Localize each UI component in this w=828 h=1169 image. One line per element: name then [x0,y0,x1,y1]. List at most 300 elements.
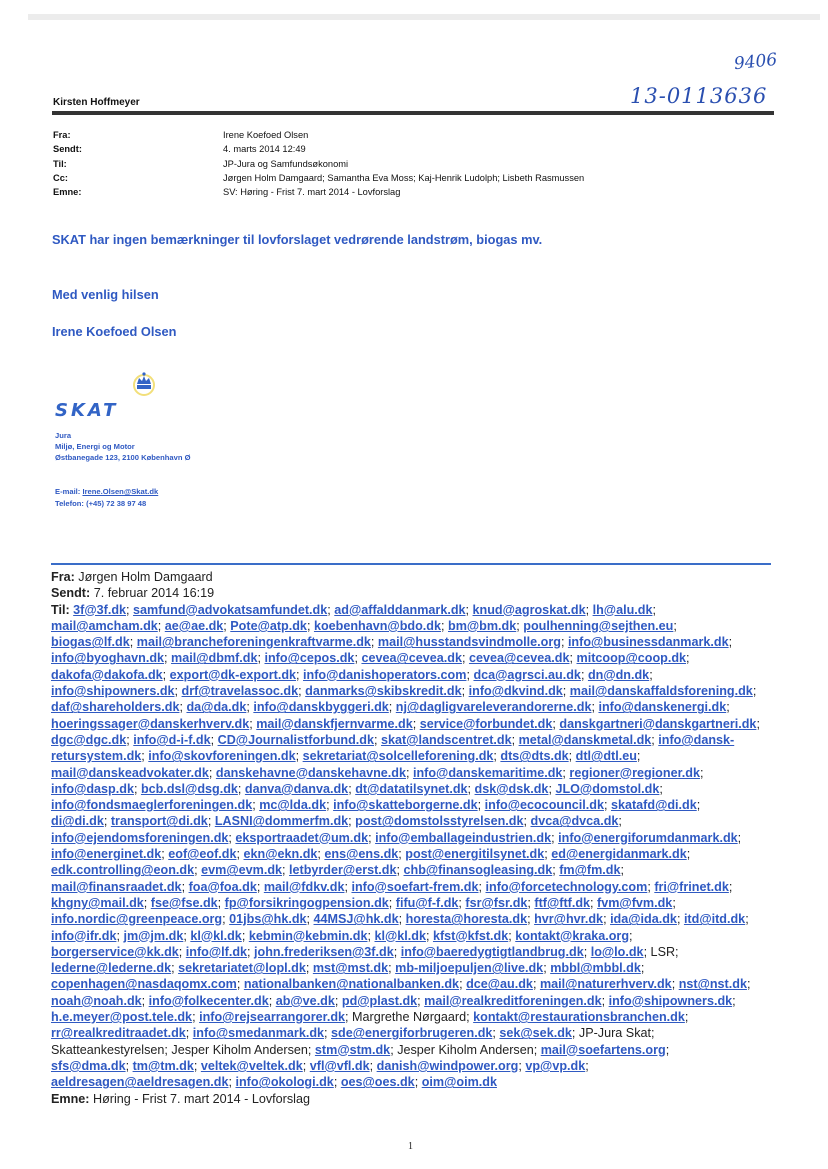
recipient-separator: ; [745,912,749,927]
recipient-separator: ; [129,635,137,650]
recipient-separator: ; [673,618,677,633]
signer-name: Irene Koefoed Olsen [52,324,177,339]
recipient-separator: ; [732,993,736,1008]
recipient-separator: ; [620,863,624,878]
recipient-email-link[interactable]: info@emballageindustrien.dk [375,830,552,845]
recipient-email-link[interactable]: mc@lda.dk [259,798,327,813]
recipient-separator: ; [684,1010,689,1025]
recipient-email-link[interactable]: info@dansk- [658,732,735,747]
recipient-separator: ; [590,895,598,910]
fwd-subject-label: Emne: [51,1091,90,1106]
recipient-email-link[interactable]: dca@agrsci.au.dk [473,667,581,682]
recipient-separator: ; [647,879,655,894]
recipient-email-link[interactable]: fm@fm.dk [559,863,621,878]
recipient-email-link[interactable]: danmarks@skibskredit.dk [305,684,462,699]
recipient-email-link[interactable]: cevea@cevea.dk [468,651,570,666]
recipient-separator: ; [126,732,134,747]
recipient-email-link[interactable]: mail@danskeadvokater.dk [51,765,209,780]
recipient-separator: ; [652,602,656,617]
recipient-line [51,716,773,732]
recipient-email-link[interactable]: fifu@f-f.dk [395,895,459,910]
recipient-email-link[interactable]: danskehavne@danskehavne.dk [215,765,406,780]
recipient-email-link[interactable]: mail@fdkv.dk [263,879,345,894]
recipient-separator: ; [354,651,362,666]
recipient-email-link[interactable]: info@folkecenter.dk [148,993,269,1008]
recipient-line [51,993,773,1009]
recipient-email-link[interactable]: chb@finansogleasing.dk [403,863,553,878]
recipient-separator: ; [246,700,254,715]
recipient-line [51,602,773,618]
recipient-email-link[interactable]: jm@jm.dk [123,928,184,943]
recipient-email-link[interactable]: daf@shareholders.dk [51,700,180,715]
recipient-separator: ; [672,895,676,910]
recipient-line [51,650,773,666]
recipient-separator: ; [398,912,406,927]
recipient-separator: ; [193,1058,201,1073]
recipient-email-link[interactable]: kebmin@kebmin.dk [248,928,368,943]
recipient-email-link[interactable]: mail@brancheforeningenkraftvarme.dk [136,635,371,650]
from-label: Fra: [53,130,71,140]
recipient-separator: ; [374,732,382,747]
recipient-email-link[interactable]: h.e.meyer@post.tele.dk [51,1010,193,1025]
recipient-separator: ; [459,977,467,992]
recipient-line [51,748,773,764]
recipient-email-link[interactable]: mb-miljoepuljen@live.dk [395,961,544,976]
recipient-separator: ; [228,830,236,845]
recipient-line [51,944,773,960]
recipient-email-link[interactable]: dakofa@dakofa.dk [51,667,163,682]
recipient-separator: ; [157,618,165,633]
recipient-email-link[interactable]: mail@finansraadet.dk [51,879,182,894]
recipient-separator: ; [580,667,588,682]
recipient-separator: ; [185,1026,193,1041]
recipient-email-link[interactable]: ens@ens.dk [324,847,399,862]
recipient-email-link[interactable]: pd@plast.dk [341,993,418,1008]
recipient-separator: ; [527,895,535,910]
recipient-separator: ; [305,961,313,976]
recipient-email-link[interactable]: 01jbs@hk.dk [229,912,307,927]
recipient-email-link[interactable]: mail@danskaffaldsforening.dk [569,684,753,699]
recipient-email-link[interactable]: da@da.dk [186,700,247,715]
recipient-email-link[interactable]: dts@dts.dk [500,749,569,764]
recipient-email-link[interactable]: info@danskemaritime.dk [412,765,563,780]
recipient-separator: ; [618,814,622,829]
signature-email-link[interactable]: Irene.Olsen@Skat.dk [82,487,159,496]
recipient-email-link[interactable]: lo@lo.dk [590,944,644,959]
recipient-line [51,1009,773,1025]
recipient-email-link[interactable]: dsk@dsk.dk [474,781,549,796]
recipient-email-link[interactable]: info@dasp.dk [51,781,134,796]
recipient-separator: ; [302,1058,310,1073]
recipient-separator: ; [511,732,519,747]
recipient-email-link[interactable]: fp@forsikringogpension.dk [224,895,389,910]
recipient-email-link[interactable]: skatafd@di.dk [610,798,697,813]
recipient-separator: ; [388,700,396,715]
recipient-email-link[interactable]: copenhagen@nasdaqomx.com [51,977,237,992]
recipient-email-link[interactable]: oes@oes.dk [340,1075,415,1090]
signature-block [55,430,190,464]
recipient-separator: ; [591,700,599,715]
recipient-email-link[interactable]: info@d-i-f.dk [133,732,211,747]
recipient-separator: ; [640,961,645,976]
recipient-separator: ; [461,684,469,699]
recipient-email-link[interactable]: post@domstolsstyrelsen.dk [355,814,524,829]
recipient-separator: ; [516,618,524,633]
recipient-separator: ; [133,781,141,796]
recipient-email-link[interactable]: info@businessdanmark.dk [567,635,729,650]
recipient-email-link[interactable]: drf@travelassoc.dk [181,684,299,699]
recipient-separator: ; Jesper Kiholm Andersen; [390,1042,541,1057]
recipient-email-link[interactable]: ab@ve.dk [275,993,335,1008]
recipient-separator: ; [699,765,704,780]
recipient-separator: ; [523,814,531,829]
recipient-email-link[interactable]: koebenhavn@bdo.dk [313,618,441,633]
recipient-email-link[interactable]: metal@danskmetal.dk [518,732,652,747]
recipient-email-link[interactable]: sek@sek.dk [499,1026,572,1041]
fwd-sent-value: 7. februar 2014 16:19 [93,586,215,601]
recipient-email-link[interactable]: mail@naturerhverv.dk [539,977,672,992]
recipient-email-link[interactable]: ad@affalddanmark.dk [334,602,466,617]
recipient-separator: ; [569,651,577,666]
recipient-email-link[interactable]: dn@dn.dk [587,667,650,682]
recipient-line [51,895,773,911]
recipient-separator: ; [551,830,559,845]
recipient-separator: ; [651,732,659,747]
recipient-email-link[interactable]: fse@fse.dk [150,895,218,910]
recipient-separator: ; [327,602,335,617]
recipient-email-link[interactable]: post@energitilsynet.dk [405,847,545,862]
recipient-separator: ; [414,1075,422,1090]
recipient-email-link[interactable]: ekn@ekn.dk [243,847,318,862]
recipient-email-link[interactable]: transport@di.dk [110,814,208,829]
recipient-email-link[interactable]: vfl@vfl.dk [309,1058,370,1073]
recipient-email-link[interactable]: info@danskbyggeri.dk [253,700,389,715]
recipient-email-link[interactable]: kl@kl.dk [190,928,242,943]
recipient-separator: ; [478,879,486,894]
recipient-line [51,699,773,715]
recipient-separator: ; [676,912,684,927]
recipient-separator: ; [223,618,231,633]
recipient-separator: ; [298,684,306,699]
recipient-email-link[interactable]: bm@bm.dk [448,618,517,633]
recipient-email-link[interactable]: fsr@fsr.dk [465,895,528,910]
recipient-email-link[interactable]: sde@energiforbrugeren.dk [331,1026,493,1041]
recipient-line [51,928,773,944]
recipient-email-link[interactable]: JLO@domstol.dk [555,781,660,796]
reply-statement: SKAT har ingen bemærkninger til lovforslaget vedrørende landstrøm, biogas mv. [52,232,543,247]
recipient-email-link[interactable]: nst@nst.dk [678,977,747,992]
recipient-email-link[interactable]: mail@realkreditforeningen.dk [424,993,602,1008]
recipient-separator: ; [527,912,535,927]
recipient-email-link[interactable]: info@soefart-frem.dk [351,879,479,894]
skat-logo: SKAT [55,400,119,421]
recipient-email-link[interactable]: info@smedanmark.dk [192,1026,325,1041]
recipient-separator: ; [412,716,420,731]
recipient-email-link[interactable]: info@ecocouncil.dk [484,798,604,813]
recipient-email-link[interactable]: 3f@3f.dk [73,602,127,617]
recipient-email-link[interactable]: fri@frinet.dk [654,879,729,894]
recipient-email-link[interactable]: aeldresagen@aeldresagen.dk [51,1075,229,1090]
recipient-separator: ; [333,1075,341,1090]
recipient-separator: ; [508,928,516,943]
recipient-separator: ; [441,618,448,633]
recipient-email-link[interactable]: mail@dbmf.dk [171,651,258,666]
recipient-email-link[interactable]: hvr@hvr.dk [534,912,604,927]
recipient-email-link[interactable]: dce@au.dk [466,977,533,992]
recipient-email-link[interactable]: info@skatteborgerne.dk [333,798,478,813]
recipient-email-link[interactable]: danva@danva.dk [244,781,349,796]
recipient-separator: ; [161,847,169,862]
recipient-separator: ; [756,716,760,731]
recipient-email-link[interactable]: dt@datatilsynet.dk [355,781,468,796]
recipient-separator: ; [210,732,218,747]
fwd-to-label: Til: [51,602,74,617]
signature-unit: Jura [55,431,72,440]
recipient-email-link[interactable]: info@skovforeningen.dk [148,749,296,764]
recipient-email-link[interactable]: mbbl@mbbl.dk [550,961,641,976]
recipient-email-link[interactable]: info@dkvind.dk [468,684,563,699]
recipient-email-link[interactable]: danish@windpower.org [376,1058,519,1073]
recipient-email-link[interactable]: mail@soefartens.org [540,1042,666,1057]
recipient-email-link[interactable]: info@shipowners.dk [608,993,733,1008]
recipient-email-link[interactable]: khgny@mail.dk [51,895,144,910]
recipient-email-link[interactable]: dtl@dtl.eu [575,749,637,764]
closing-greeting: Med venlig hilsen [52,287,159,302]
mailbox-owner: Kirsten Hoffmeyer [53,97,140,108]
recipient-email-link[interactable]: danskgartneri@danskgartneri.dk [559,716,757,731]
recipient-separator: ; [194,863,202,878]
handwritten-case-number: 13-0113636 [630,84,768,108]
recipient-separator: ; [183,928,191,943]
recipient-email-link[interactable]: bcb.dsl@dsg.dk [140,781,238,796]
recipient-email-link[interactable]: samfund@advokatsamfundet.dk [133,602,328,617]
recipient-line [51,846,773,862]
recipient-line [51,618,773,634]
recipient-separator: ; [492,1026,500,1041]
recipient-separator: ; [467,781,475,796]
recipient-separator: ; [585,602,593,617]
recipient-email-link[interactable]: foa@foa.dk [188,879,257,894]
recipient-email-link[interactable]: letbyrder@erst.dk [289,863,397,878]
recipient-separator: ; [217,895,225,910]
recipient-separator: ; [181,879,189,894]
from-value: Irene Koefoed Olsen [223,130,309,140]
recipient-email-link[interactable]: eksportraadet@um.dk [235,830,369,845]
recipient-separator: ; [686,651,690,666]
recipient-separator: ; [241,928,249,943]
recipient-email-link[interactable]: info@byoghavn.dk [51,651,165,666]
recipient-email-link[interactable]: mail@danskfjernvarme.dk [256,716,413,731]
recipient-separator: ; [306,912,314,927]
recipient-separator: ; [222,912,230,927]
sent-value: 4. marts 2014 12:49 [223,144,306,155]
recipient-separator: ; [208,765,216,780]
recipient-email-link[interactable]: eof@eof.dk [168,847,237,862]
recipient-line [51,830,773,846]
recipient-separator: ; [728,879,733,894]
recipient-separator: ; [141,993,149,1008]
recipient-email-link[interactable]: veltek@veltek.dk [200,1058,303,1073]
recipient-email-link[interactable]: noah@noah.dk [51,993,142,1008]
recipient-separator: ; [477,798,485,813]
recipient-email-link[interactable]: tm@tm.dk [132,1058,194,1073]
recipient-email-link[interactable]: retursystem.dk [51,749,142,764]
recipient-list [51,602,773,1091]
recipient-email-link[interactable]: dvca@dvca.dk [530,814,619,829]
recipient-email-link[interactable]: CD@Journalistforbund.dk [217,732,375,747]
recipient-separator: ; [126,602,134,617]
recipient-separator: Skatteankestyrelsen; Jesper Kiholm Andersen; [51,1042,315,1057]
recipient-email-link[interactable]: info@baeredygtigtlandbrug.dk [400,944,584,959]
recipient-email-link[interactable]: mst@mst.dk [312,961,389,976]
recipient-email-link[interactable]: ed@energidanmark.dk [551,847,687,862]
recipient-email-link[interactable]: info@energinet.dk [51,847,162,862]
recipient-email-link[interactable]: knud@agroskat.dk [472,602,586,617]
recipient-email-link[interactable]: info@ejendomsforeningen.dk [51,830,229,845]
recipient-email-link[interactable]: ae@ae.dk [164,618,224,633]
recipient-separator: ; [317,847,325,862]
recipient-separator: ; [143,895,151,910]
recipient-email-link[interactable]: horesta@horesta.dk [405,912,528,927]
recipient-separator: ; [601,993,609,1008]
recipient-email-link[interactable]: info@danishoperators.com [303,667,467,682]
recipient-email-link[interactable]: info@okologi.dk [235,1075,334,1090]
recipient-email-link[interactable]: oim@oim.dk [421,1075,497,1090]
recipient-email-link[interactable]: kontakt@restaurationsbranchen.dk [473,1010,685,1025]
recipient-line [51,960,773,976]
recipient-separator: ; [659,781,663,796]
recipient-email-link[interactable]: sfs@dma.dk [51,1058,126,1073]
recipient-separator: ; [726,700,730,715]
recipient-email-link[interactable]: LASNI@dommerfm.dk [214,814,349,829]
recipient-separator: ; [458,895,466,910]
recipient-email-link[interactable]: ftf@ftf.dk [534,895,591,910]
recipient-separator: ; [752,684,757,699]
recipient-email-link[interactable]: info@energiforumdanmark.dk [558,830,738,845]
recipient-email-link[interactable]: hoeringssager@danskerhverv.dk [51,716,250,731]
recipient-email-link[interactable]: sekretariat@solcelleforening.dk [302,749,494,764]
recipient-separator: ; [585,1058,589,1073]
sent-label: Sendt: [53,144,82,155]
recipient-email-link[interactable]: borgerservice@kk.dk [51,944,179,959]
recipient-separator: ; [125,1058,133,1073]
recipient-line [51,781,773,797]
recipient-email-link[interactable]: nationalbanken@nationalbanken.dk [243,977,460,992]
recipient-line [51,797,773,813]
recipient-separator: ; [737,830,742,845]
recipient-separator: ; [461,651,469,666]
cc-label: Cc: [53,172,68,183]
recipient-separator: ; [728,635,733,650]
recipient-email-link[interactable]: ida@ida.dk [610,912,677,927]
recipient-line [51,879,773,895]
to-value: JP-Jura og Samfundsøkonomi [223,158,349,169]
recipient-email-link[interactable]: vp@vp.dk [525,1058,586,1073]
crown-icon [132,368,156,396]
recipient-email-link[interactable]: kfst@kfst.dk [432,928,509,943]
recipient-email-link[interactable]: info@fondsmaeglerforeningen.dk [51,798,253,813]
recipient-separator: ; [348,781,356,796]
recipient-email-link[interactable]: poulhenning@sejthen.eu [523,618,674,633]
recipient-separator: ; [543,961,551,976]
recipient-separator: ; [207,814,215,829]
recipient-email-link[interactable]: lederne@lederne.dk [51,961,172,976]
recipient-email-link[interactable]: info@shipowners.dk [51,684,175,699]
recipient-email-link[interactable]: mitcoop@coop.dk [576,651,687,666]
recipient-separator: ; [178,944,186,959]
recipient-email-link[interactable]: skat@landscentret.dk [381,732,512,747]
recipient-email-link[interactable]: itd@itd.dk [683,912,746,927]
recipient-email-link[interactable]: service@forbundet.dk [419,716,553,731]
recipient-email-link[interactable]: cevea@cevea.dk [361,651,462,666]
recipient-email-link[interactable]: sekretariatet@lopl.dk [178,961,306,976]
recipient-email-link[interactable]: biogas@lf.dk [51,635,130,650]
fwd-from-label: Fra: [51,570,75,584]
recipient-email-link[interactable]: fvm@fvm.dk [597,895,673,910]
recipient-separator: ; [417,993,425,1008]
recipient-separator: ; [560,635,568,650]
recipient-separator: ; [583,944,591,959]
recipient-email-link[interactable]: mail@amcham.dk [51,618,158,633]
recipient-separator: ; [268,993,276,1008]
recipient-email-link[interactable]: info@forcetechnology.com [485,879,648,894]
recipient-separator: ; [603,912,611,927]
recipient-email-link[interactable]: info@cepos.dk [264,651,355,666]
recipient-email-link[interactable]: edk.controlling@eon.dk [51,863,195,878]
recipient-email-link[interactable]: stm@stm.dk [314,1042,391,1057]
recipient-separator: ; [465,602,473,617]
subject-value: SV: Høring - Frist 7. mart 2014 - Lovforslag [223,187,401,198]
recipient-email-link[interactable]: evm@evm.dk [201,863,283,878]
recipient-email-link[interactable]: john.frederiksen@3f.dk [254,944,394,959]
recipient-email-link[interactable]: info.nordic@greenpeace.org [51,912,223,927]
recipient-separator: ; [686,847,691,862]
recipient-separator: ; LSR; [643,944,679,959]
recipient-separator: ; [228,1075,236,1090]
recipient-email-link[interactable]: kontakt@kraka.org [515,928,630,943]
recipient-email-link[interactable]: export@dk-export.dk [169,667,297,682]
recipient-separator: ; [425,928,433,943]
recipient-separator: ; [171,961,179,976]
recipient-separator: ; [396,863,404,878]
recipient-separator: ; [348,814,356,829]
recipient-separator: ; [306,618,314,633]
handwritten-annotation: 9406 [733,49,779,75]
recipient-separator: ; [252,798,260,813]
recipient-separator: ; [388,895,396,910]
recipient-email-link[interactable]: info@danskenergi.dk [598,700,727,715]
recipient-separator: ; [552,863,560,878]
recipient-separator: ; [326,798,334,813]
recipient-email-link[interactable]: lh@alu.dk [592,602,653,617]
recipient-email-link[interactable]: regioner@regioner.dk [569,765,700,780]
recipient-email-link[interactable]: kl@kl.dk [374,928,426,943]
recipient-email-link[interactable]: info@lf.dk [185,944,248,959]
recipient-email-link[interactable]: nj@dagligvareleverandorerne.dk [395,700,592,715]
recipient-email-link[interactable]: rr@realkreditraadet.dk [51,1026,186,1041]
recipient-email-link[interactable]: Pote@atp.dk [230,618,307,633]
recipient-email-link[interactable]: di@di.dk [51,814,104,829]
recipient-separator: ; [237,781,245,796]
to-label: Til: [53,158,67,169]
recipient-email-link[interactable]: mail@husstandsvindmolle.org [377,635,561,650]
recipient-separator: ; [405,765,413,780]
recipient-email-link[interactable]: dgc@dgc.dk [51,732,127,747]
recipient-email-link[interactable]: info@ifr.dk [51,928,117,943]
recipient-separator: ; [388,961,396,976]
recipient-email-link[interactable]: info@rejsearrangorer.dk [199,1010,346,1025]
recipient-email-link[interactable]: 44MSJ@hk.dk [313,912,399,927]
